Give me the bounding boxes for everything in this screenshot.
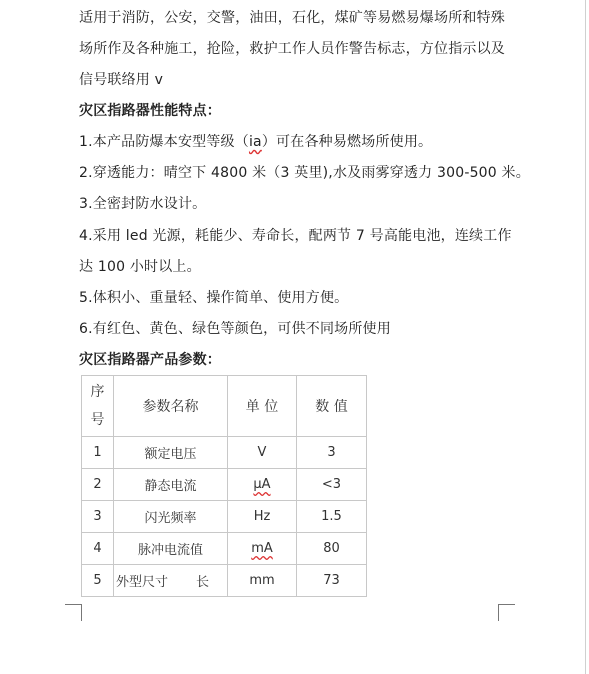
feature-item-1 — [79, 132, 432, 152]
header-value: 数 值 — [297, 376, 367, 437]
intro-line-2: 场所作及各种施工，抢险，救护工作人员作警告标志，方位指示以及 — [79, 41, 505, 57]
header-no — [82, 376, 114, 437]
feature-item-5: 5.体积小、重量轻、操作简单、使用方便。 — [79, 290, 349, 306]
row-unit — [228, 469, 297, 501]
table-row — [82, 533, 367, 565]
header-name: 参数名称 — [114, 376, 228, 437]
table-header-row — [82, 376, 367, 437]
page-corner-mark-left — [65, 604, 82, 621]
table-row — [82, 469, 367, 501]
row-no: 5 — [82, 565, 114, 597]
row-name — [114, 565, 228, 597]
row-unit-text: μA — [253, 477, 271, 492]
row-name-split — [114, 571, 227, 590]
intro-line-1: 适用于消防，公安，交警，油田，石化，煤矿等易燃易爆场所和特殊 — [79, 10, 505, 26]
table-row — [82, 501, 367, 533]
row-no: 3 — [82, 501, 114, 533]
feature-item-6: 6.有红色、黄色、绿色等颜色，可供不同场所使用 — [79, 321, 391, 337]
features-heading: 灾区指路器性能特点： — [79, 103, 221, 119]
row-no: 4 — [82, 533, 114, 565]
row-name-text: 外型尺寸 — [116, 575, 169, 590]
params-heading: 灾区指路器产品参数： — [79, 352, 221, 368]
feature-item-2: 2.穿透能力：晴空下 4800 米（3 英里),水及雨雾穿透力 300-500 米。 — [79, 165, 530, 181]
row-unit: Hz — [228, 501, 297, 533]
row-value: <3 — [297, 469, 367, 501]
feature-item-4-line-2: 达 100 小时以上。 — [79, 259, 201, 275]
row-value: 3 — [297, 437, 367, 469]
row-name: 额定电压 — [114, 437, 228, 469]
row-no: 2 — [82, 469, 114, 501]
row-name: 脉冲电流值 — [114, 533, 228, 565]
page-edge-line — [585, 0, 586, 674]
row-name: 闪光频率 — [114, 501, 228, 533]
feature-item-1-mark: ia — [248, 134, 262, 150]
row-unit-text: mA — [251, 541, 273, 556]
row-name-extra: 长 — [195, 575, 209, 590]
row-unit — [228, 533, 297, 565]
row-unit: mm — [228, 565, 297, 597]
table-row — [82, 437, 367, 469]
row-unit: V — [228, 437, 297, 469]
row-value: 80 — [297, 533, 367, 565]
header-unit: 单 位 — [228, 376, 297, 437]
intro-line-3: 信号联络用 v — [79, 72, 164, 88]
row-name: 静态电流 — [114, 469, 228, 501]
feature-item-4-line-1: 4.采用 led 光源，耗能少、寿命长，配两节 7 号高能电池，连续工作 — [79, 228, 512, 244]
row-value: 73 — [297, 565, 367, 597]
header-no-line-1: 序 — [90, 384, 105, 400]
row-no: 1 — [82, 437, 114, 469]
header-no-line-2: 号 — [90, 412, 105, 428]
table-row — [82, 565, 367, 597]
feature-item-1-pre: 1.本产品防爆本安型等级（ — [79, 134, 249, 150]
row-value: 1.5 — [297, 501, 367, 533]
feature-item-3: 3.全密封防水设计。 — [79, 196, 207, 212]
feature-item-1-post: ）可在各种易燃场所使用。 — [261, 134, 433, 150]
params-table — [81, 375, 367, 597]
page-corner-mark-right — [498, 604, 515, 621]
